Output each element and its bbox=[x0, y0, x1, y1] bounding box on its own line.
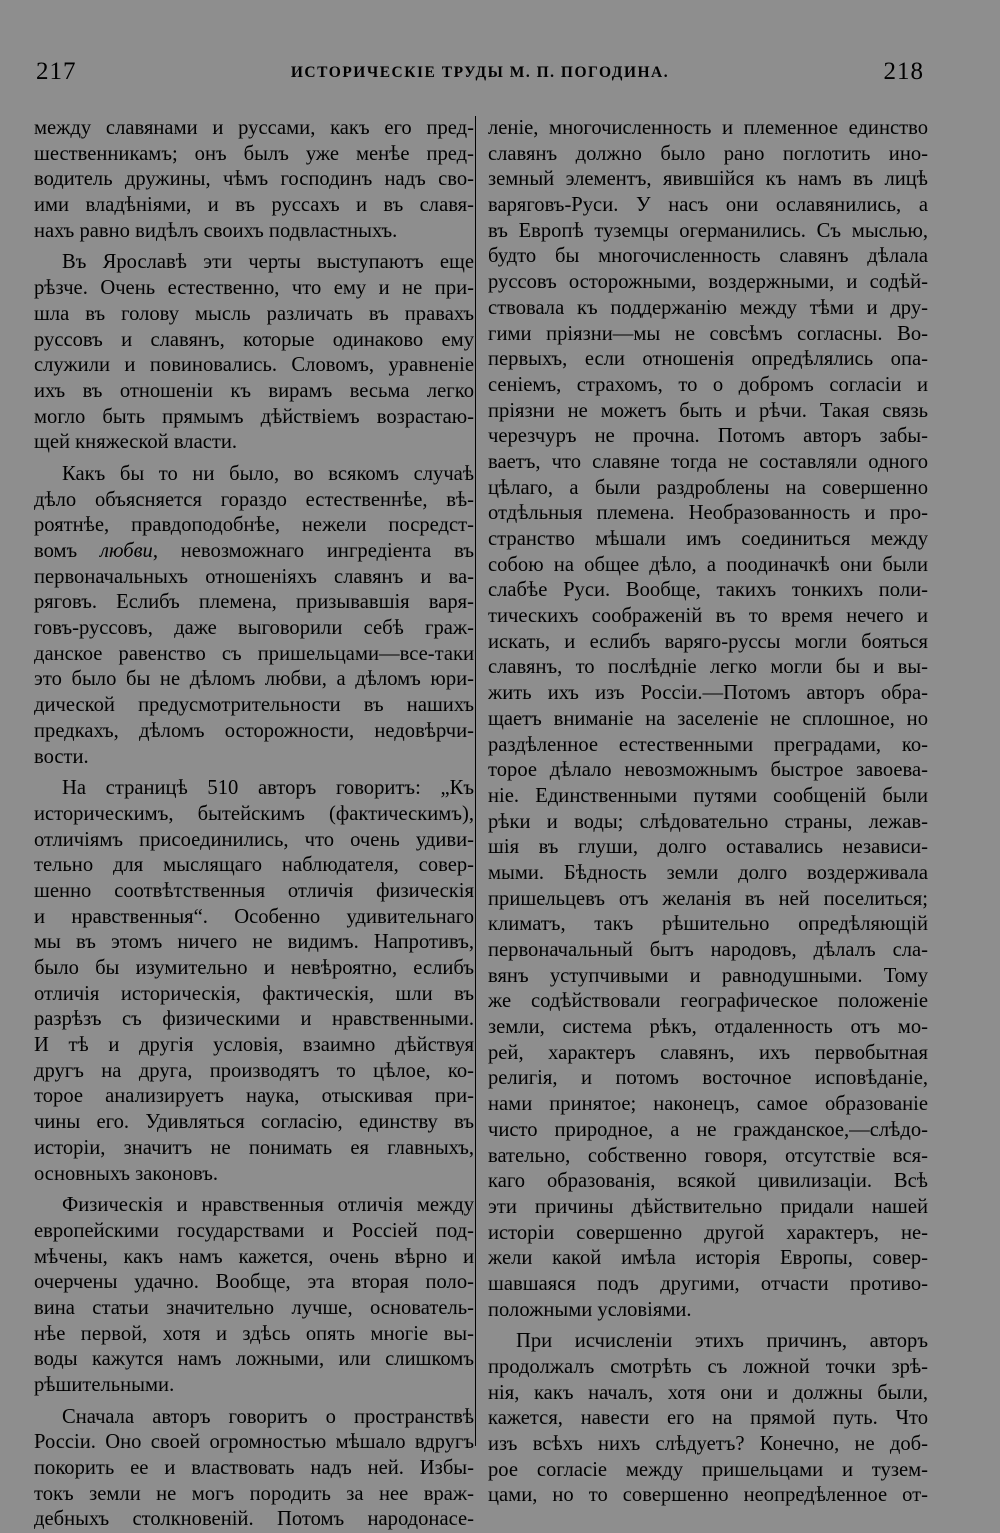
text-line: очерчены удачно. Вообще, эта вторая поло- bbox=[34, 1271, 474, 1294]
text-line: было бы изумительно и невѣроятно, еслибъ bbox=[34, 957, 474, 979]
text-line: Сначала авторъ говоритъ о пространствѣ bbox=[62, 1405, 474, 1428]
text-line: токъ земли не могъ породить за нее враж- bbox=[34, 1482, 474, 1505]
text-line: эти причины дѣйствительно придали нашей bbox=[488, 1195, 928, 1218]
text-line: земли, система рѣкъ, отдаленность отъ мо- bbox=[488, 1016, 928, 1039]
emphasized-word: любви bbox=[99, 540, 153, 562]
text-line: роятнѣе, правдоподобнѣе, нежели посредст- bbox=[34, 514, 474, 537]
text-line: При исчисленіи этихъ причинъ, авторъ bbox=[516, 1330, 928, 1353]
text-line: вина статьи значительно лучше, основатель- bbox=[34, 1296, 474, 1319]
running-title: ИСТОРИЧЕСКІЕ ТРУДЫ М. П. ПОГОДИНА. bbox=[290, 64, 670, 81]
text-line: исторіи совершенно другой характеръ, не- bbox=[488, 1221, 928, 1244]
text-line: жели какой имѣла исторія Европы, совер- bbox=[488, 1247, 928, 1270]
text-line: отличіямъ присоединились, что очень удиви- bbox=[34, 828, 474, 851]
text-line: ряговъ. Еслибъ племена, призывавшія варя- bbox=[34, 591, 474, 614]
text-line: щаетъ вниманіе на заселеніе не сплошное, но bbox=[488, 707, 928, 730]
text-line: вянъ уступчивыми и равнодушными. Тому bbox=[488, 964, 928, 987]
text-line: сеніемъ, страхомъ, то о добромъ согласіи и bbox=[488, 373, 928, 396]
text-line: первыхъ, если отношенія опредѣлялись опа- bbox=[488, 348, 928, 371]
text-line: положными условіями. bbox=[488, 1298, 692, 1321]
text-line: покорить ее и властвовать надъ ней. Избы- bbox=[34, 1457, 474, 1480]
text-line: воды кажутся намъ ложными, или слишкомъ bbox=[34, 1348, 474, 1371]
text-line: каго образованія, всякой цивилизаціи. Всѣ bbox=[488, 1170, 928, 1193]
text-line: искать, и еслибъ варяго-руссы могли бояться bbox=[488, 630, 928, 653]
text-line: На страницѣ 510 авторъ говоритъ: „Къ bbox=[62, 777, 474, 800]
text-line: изъ всѣхъ нихъ слѣдуетъ? Конечно, не доб- bbox=[488, 1433, 928, 1456]
text-line: нами принятое; наконецъ, самое образованіе bbox=[488, 1093, 928, 1116]
text-line: щей княжеской власти. bbox=[34, 431, 238, 454]
text-line: дической предусмотрительности въ нашихъ bbox=[34, 694, 474, 717]
text-line: шественникамъ; онъ былъ уже менѣе пред- bbox=[34, 142, 474, 165]
text-line: дебныхъ столкновеній. Потомъ народонасе- bbox=[34, 1508, 474, 1531]
text-line: Какъ бы то ни было, во всякомъ случаѣ bbox=[62, 462, 474, 485]
text-line: торое дѣлало невозможнымъ быстрое завоева- bbox=[488, 759, 928, 782]
text-line: кажется, навести его на прямой путь. Что bbox=[488, 1407, 928, 1430]
text-line: ніе. Единственными путями сообщеній были bbox=[488, 784, 928, 807]
text-line: раздѣленное естественными преградами, ко- bbox=[488, 733, 928, 756]
text-line: тельно для мыслящаго наблюдателя, совер- bbox=[34, 854, 474, 877]
text-line: руссовъ осторожными, воздержными, и содѣй- bbox=[488, 271, 928, 294]
text-line: данское равенство съ пришельцами—все-таки bbox=[34, 642, 474, 665]
text-line: вомъ любви, невозможнаго ингредіента въ bbox=[34, 540, 474, 562]
text-line: славянъ должно было рано поглотить ино- bbox=[488, 142, 928, 165]
text-line: и нравственныя“. Особенно удивительнаго bbox=[34, 905, 474, 928]
text-line: ихъ въ отношеніи къ вирамъ весьма легко bbox=[34, 379, 474, 402]
text-line: рѣки и воды; слѣдовательно страны, лежав- bbox=[488, 810, 928, 833]
page-number-left: 217 bbox=[36, 58, 77, 85]
text-line: чисто природное, а не гражданское,—слѣдо- bbox=[488, 1118, 928, 1141]
text-line: служили и повиновались. Словомъ, уравненіе bbox=[34, 354, 474, 377]
text-line: между славянами и руссами, какъ его пред- bbox=[34, 117, 474, 139]
text-line: отличія историческія, фактическія, шли въ bbox=[34, 982, 474, 1005]
text-line: торое анализируетъ наука, отыскивая при- bbox=[34, 1085, 474, 1108]
text-line: отдѣльныя племена. Необразованность и про- bbox=[488, 502, 928, 525]
text-line: нахъ равно видѣлъ своихъ подвластныхъ. bbox=[34, 219, 398, 242]
text-line: мыми. Бѣдность земли долго воздерживала bbox=[488, 861, 928, 884]
text-line: жить ихъ изъ Россіи.—Потомъ авторъ обра- bbox=[488, 682, 928, 705]
text-line: варяговъ-Руси. У насъ они ославянились, а bbox=[488, 194, 928, 217]
text-line: славянъ, то послѣдніе легко могли бы и вы- bbox=[488, 656, 928, 679]
text-line: дѣло объясняется гораздо естественнѣе, вѣ- bbox=[34, 488, 474, 511]
text-line: же содѣйствовали географическое положеніе bbox=[488, 990, 928, 1013]
column-divider bbox=[475, 116, 476, 1446]
page-number-right: 218 bbox=[883, 58, 924, 85]
text-line: исторіи, значитъ не понимать ея главныхъ, bbox=[34, 1136, 474, 1159]
text-line: первоначальный бытъ народовъ, дѣлалъ сла- bbox=[488, 939, 928, 961]
text-line: цѣлаго, а были раздроблены на совершенно bbox=[488, 476, 928, 499]
text-line: будто бы многочисленность славянъ дѣлала bbox=[488, 245, 928, 268]
text-line: водитель дружины, чѣмъ господинъ надъ сво- bbox=[34, 168, 474, 191]
text-line: это было бы не дѣломъ любви, а дѣломъ юри- bbox=[34, 668, 474, 691]
text-line: ими владѣніями, и въ руссахъ и въ славя- bbox=[34, 194, 474, 217]
text-line: пріязни не можетъ быть и рѣчи. Такая связь bbox=[488, 399, 928, 422]
text-line: шенно соотвѣтственныя отличія физическія bbox=[34, 879, 474, 902]
text-line: земный элементъ, явившійся къ намъ въ лицѣ bbox=[488, 168, 928, 191]
text-line: другъ на друга, производятъ то цѣлое, ко- bbox=[34, 1059, 474, 1082]
text-line: руссовъ и славянъ, которые одинаково ему bbox=[34, 328, 474, 351]
text-line: рое согласіе между пришельцами и тузем- bbox=[488, 1458, 928, 1481]
text-line: разрѣзъ съ физическими и нравственными. bbox=[34, 1008, 474, 1031]
text-line: Россіи. Оно своей огромностью мѣшало вдругъ bbox=[34, 1431, 474, 1454]
text-line: мы въ этомъ ничего не видимъ. Напротивъ, bbox=[34, 931, 474, 954]
text-line: нѣе первой, хотя и здѣсь опять многіе вы- bbox=[34, 1322, 474, 1345]
text-line: чины его. Удивляться согласію, единству въ bbox=[34, 1111, 474, 1134]
text-line: И тѣ и другія условія, взаимно дѣйствуя bbox=[34, 1034, 474, 1057]
text-line: странство мѣшали имъ соединиться между bbox=[488, 528, 928, 550]
text-line: тическихъ соображеній въ то время нечего и bbox=[488, 605, 928, 628]
text-line: слабѣе Руси. Вообще, такихъ тонкихъ поли- bbox=[488, 579, 928, 602]
text-line: шія въ глуши, долго оставались независи- bbox=[488, 836, 928, 859]
text-line: религія, и потомъ восточное исповѣданіе, bbox=[488, 1067, 928, 1090]
text-line: основныхъ законовъ. bbox=[34, 1162, 219, 1185]
running-header bbox=[36, 58, 924, 90]
text-line: рей, характеръ славянъ, ихъ первобытная bbox=[488, 1041, 928, 1064]
text-line: нія, какъ началъ, хотя они и должны были, bbox=[488, 1381, 928, 1404]
text-line: гими пріязни—мы не совсѣмъ согласны. Во- bbox=[488, 322, 928, 345]
text-line: ваетъ, что славяне тогда не составляли одного bbox=[488, 450, 928, 473]
text-line: собою на общее дѣло, а поодиначкѣ они были bbox=[488, 553, 928, 576]
right-column bbox=[488, 116, 928, 1509]
text-line: рѣзче. Очень естественно, что ему и не при- bbox=[34, 277, 474, 300]
text-line: вательно, собственно говоря, отсутствіе вся- bbox=[488, 1144, 928, 1167]
text-line: въ Европѣ туземцы огерманились. Съ мыслью, bbox=[488, 219, 928, 242]
text-line: Въ Ярославѣ эти черты выступаютъ еще bbox=[62, 251, 474, 274]
text-line: говъ-руссовъ, даже выговорили себѣ граж- bbox=[34, 617, 474, 640]
text-line: пришельцевъ отъ желанія въ ней поселиться; bbox=[488, 887, 928, 910]
text-line: продолжалъ смотрѣть съ ложной точки зрѣ- bbox=[488, 1356, 928, 1378]
text-line: леніе, многочисленность и племенное единство bbox=[488, 117, 928, 139]
left-column bbox=[34, 116, 474, 1533]
text-line: историческимъ, бытейскимъ (фактическимъ), bbox=[34, 802, 474, 825]
text-line: ствовала къ поддержанію между тѣми и дру- bbox=[488, 296, 928, 319]
text-line: первоначальныхъ отношеніяхъ славянъ и ва- bbox=[34, 565, 474, 588]
text-line: климатъ, такъ рѣшительно опредѣляющій bbox=[488, 913, 928, 936]
text-line: европейскими государствами и Россіей под- bbox=[34, 1219, 474, 1242]
text-line: рѣшительными. bbox=[34, 1374, 175, 1396]
text-line: шла въ голову мысль различать въ правахъ bbox=[34, 302, 474, 325]
text-line: Физическія и нравственныя отличія между bbox=[62, 1194, 474, 1217]
text-line: предкахъ, дѣломъ осторожности, недовѣрчи- bbox=[34, 719, 474, 742]
text-line: цами, но то совершенно неопредѣленное от- bbox=[488, 1484, 928, 1507]
text-line: мѣчены, какъ намъ кажется, очень вѣрно и bbox=[34, 1245, 474, 1268]
text-line: могло быть прямымъ дѣйствіемъ возрастаю- bbox=[34, 405, 474, 428]
text-line: шавшаяся подъ другими, отчасти противо- bbox=[488, 1272, 928, 1295]
text-line: вости. bbox=[34, 745, 89, 768]
text-line: черезчуръ не прочна. Потомъ авторъ забы- bbox=[488, 425, 928, 448]
